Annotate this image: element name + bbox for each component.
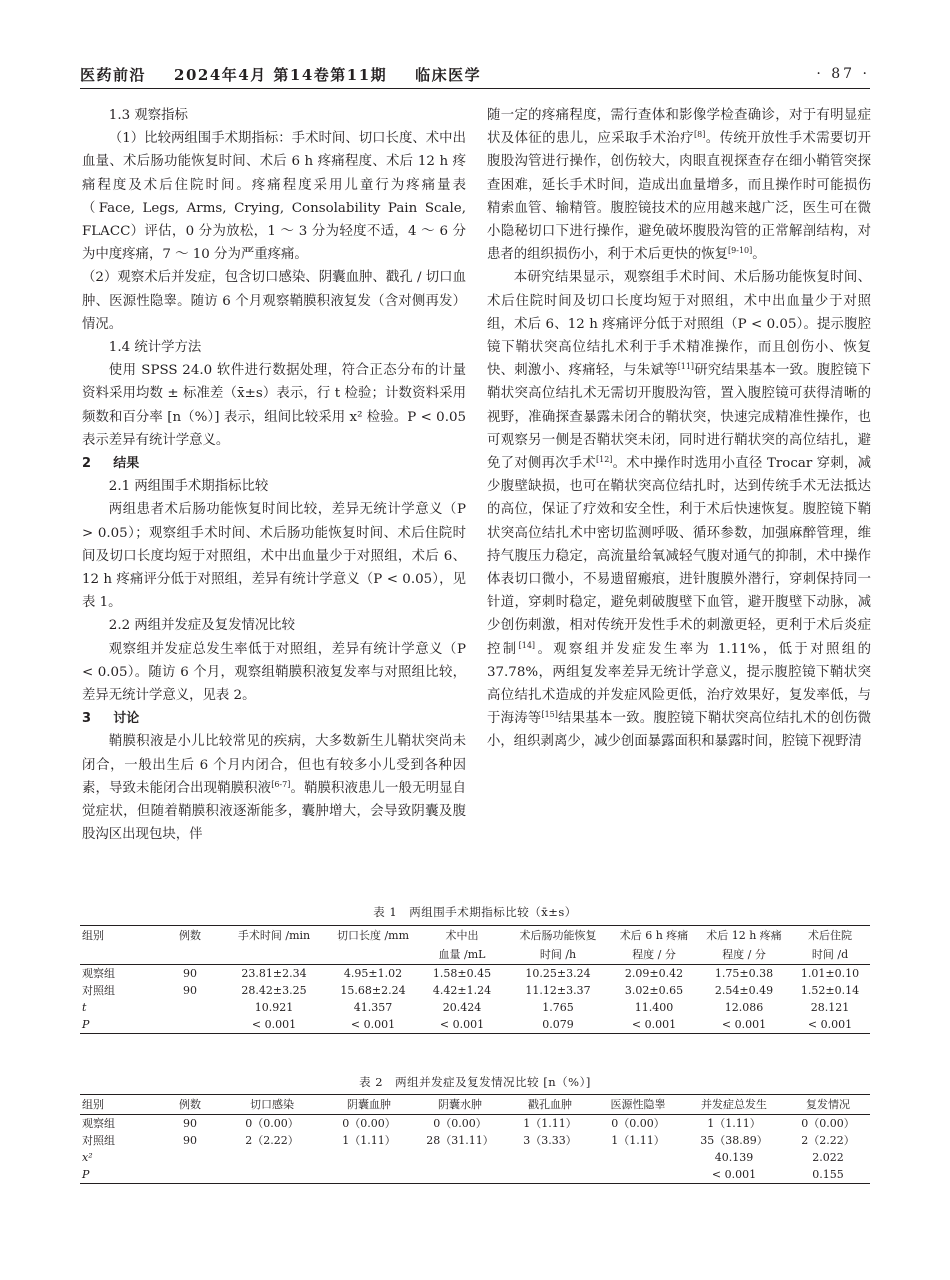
table-cell: 0（0.00） bbox=[342, 1117, 396, 1130]
table-cell: 1（1.11） bbox=[523, 1117, 577, 1130]
section-number: 3 bbox=[82, 711, 92, 727]
page-header bbox=[80, 60, 870, 88]
table-cell: 4.95±1.02 bbox=[343, 967, 403, 980]
journal-name: 医药前沿 bbox=[80, 65, 147, 84]
heading-text: 2.1 两组围手术期指标比较 bbox=[108, 479, 269, 495]
table-cell bbox=[414, 1166, 506, 1184]
column-header: 时间 /h bbox=[506, 945, 610, 965]
column-header: 程度 / 分 bbox=[610, 945, 698, 965]
table-cell: < 0.001 bbox=[698, 1016, 790, 1034]
table-cell: 11.400 bbox=[634, 1001, 674, 1014]
table-cell: 1（1.11） bbox=[611, 1134, 665, 1147]
column-header: 术后 12 h 疼痛 bbox=[698, 926, 790, 946]
table-cell bbox=[506, 1166, 594, 1184]
table-cell: < 0.001 bbox=[220, 1016, 328, 1034]
table-cell bbox=[506, 1149, 594, 1166]
citation-ref: [8] bbox=[694, 130, 706, 140]
column-header: 阴囊水肿 bbox=[414, 1095, 506, 1115]
section-heading bbox=[82, 707, 466, 730]
issue-info: 2024年4月 第14卷第11期 bbox=[174, 65, 388, 84]
paragraph bbox=[82, 266, 466, 336]
paragraph bbox=[82, 638, 466, 708]
table-cell: < 0.001 bbox=[418, 1016, 506, 1034]
table-cell: < 0.001 bbox=[790, 1016, 870, 1034]
table-cell: 28（31.11） bbox=[426, 1134, 494, 1147]
table-cell: 20.424 bbox=[442, 1001, 482, 1014]
table-cell: 1.58±0.45 bbox=[432, 967, 492, 980]
table-cell bbox=[324, 1166, 414, 1184]
table-cell: 3.02±0.65 bbox=[624, 984, 684, 997]
paragraph-text: 。鞘膜积液患儿一般无明显自觉症状，但随着鞘膜积液逐渐能多，囊肿增大，会导致阴囊及腹股沟区出现包块，伴 bbox=[82, 780, 467, 843]
table-cell bbox=[160, 999, 220, 1016]
heading-text: 2.2 两组并发症及复发情况比较 bbox=[108, 618, 296, 634]
paragraph-text: 。术中操作时选用小直径 Trocar 穿刺，减少腹壁缺损，也可在鞘状突高位结扎时，达到传统手术无法抵达的高位，保证了疗效和安全性，利于术后快速恢复。腹腔镜下鞘状突高位结扎术中密切监测呼吸、循环参数，加强麻醉管理，维持气腹压力稳定，高流量给氧减轻气腹对通气的抑制，术中操作体表切口微小，不易遗留瘢痕，进针腹膜外潜行，穿刺保持同一针道，穿刺时稳定，避免刺破腹壁下血管，避开腹壁下动脉，减少创伤刺激，相对传统开发性手术的刺激更轻，更利于术后炎症控制 bbox=[487, 456, 871, 657]
table-cell: 1.52±0.14 bbox=[800, 984, 860, 997]
paragraph bbox=[82, 498, 466, 614]
table-cell: 90 bbox=[183, 967, 197, 980]
table-cell: < 0.001 bbox=[328, 1016, 418, 1034]
table-cell bbox=[220, 1149, 324, 1166]
paragraph-text: （2）观察术后并发症，包含切口感染、阴囊血肿、戳孔 / 切口血肿、医源性隐睾。随访 6 个月观察鞘膜积液复发（含对侧再发）情况。 bbox=[82, 270, 466, 332]
paragraph-text: （1）比较两组围手术期指标：手术时间、切口长度、术中出血量、术后肠功能恢复时间、术后 6 h 疼痛程度、术后 12 h 疼痛程度及术后住院时间。疼痛程度采用儿童行为疼痛量表（Face, Legs, Arms, Crying, Consolability Pain Scale, FLACC）评估，0 分为放松，1 ～ 3 分为轻度不适，4 ～ 6 分为中度疼痛，7 ～ 10 分为严重疼痛。 bbox=[82, 131, 466, 263]
citation-ref: [15] bbox=[541, 710, 558, 720]
paragraph bbox=[82, 127, 466, 266]
table-cell: 28.121 bbox=[810, 1001, 850, 1014]
table-row bbox=[80, 1115, 870, 1133]
column-header: 组别 bbox=[80, 1095, 160, 1115]
table-cell: 0.079 bbox=[506, 1016, 610, 1034]
paragraph-text: 两组患者术后肠功能恢复时间比较，差异无统计学意义（P > 0.05）；观察组手术时间、术后肠功能恢复时间、术后住院时间及切口长度均短于对照组，术中出血量少于对照组，术后 6、12 h 疼痛评分低于对照组，差异有统计学意义（P < 0.05），见表 1。 bbox=[82, 502, 466, 611]
table-cell: 15.68±2.24 bbox=[340, 984, 406, 997]
citation-ref: [12] bbox=[595, 455, 613, 465]
table-cell: 0（0.00） bbox=[611, 1117, 665, 1130]
table-cell: 12.086 bbox=[724, 1001, 764, 1014]
table-cell: 0（0.00） bbox=[245, 1117, 299, 1130]
right-column bbox=[487, 104, 871, 754]
paragraph-text: 观察组并发症总发生率低于对照组，差异有统计学意义（P < 0.05）。随访 6 个月，观察组鞘膜积液复发率与对照组比较，差异无统计学意义，见表 2。 bbox=[82, 641, 466, 704]
table-cell bbox=[220, 1166, 324, 1184]
table-cell: 90 bbox=[183, 984, 197, 997]
subsection-heading bbox=[82, 614, 466, 637]
table-cell: 35（38.89） bbox=[700, 1134, 768, 1147]
table-cell: 1.75±0.38 bbox=[714, 967, 774, 980]
table-cell bbox=[160, 1149, 220, 1166]
page-number: · 87 · bbox=[816, 66, 870, 82]
heading-text: 结果 bbox=[113, 456, 140, 472]
paragraph bbox=[82, 359, 466, 452]
column-header: 术中出 bbox=[418, 926, 506, 946]
table-cell: 4.42±1.24 bbox=[432, 984, 492, 997]
column-header bbox=[220, 945, 328, 965]
paragraph-text: 本研究结果显示，观察组手术时间、术后肠功能恢复时间、术后住院时间及切口长度均短于对照组，术中出血量少于对照组，术后 6、12 h 疼痛评分低于对照组（P < 0.05）。提示腹腔镜下鞘状突高位结扎术利于手术精准操作，而且创伤小、恢复快、刺激小、疼痛轻，与朱斌等 bbox=[487, 270, 871, 379]
paragraph-text: 。观察组并发症发生率为 1.11%，低于对照组的 37.78%，两组复发率差异无统计学意义，提示腹腔镜下鞘状突高位结扎术造成的并发症风险更低，治疗效果好，复发率低，与于海涛等 bbox=[487, 641, 872, 727]
table-cell: 3（3.33） bbox=[523, 1134, 577, 1147]
citation-ref: [6-7] bbox=[271, 779, 291, 789]
table-cell: 0.155 bbox=[786, 1166, 870, 1184]
table1-title: 表 1 两组围手术期指标比较（x̄±s） bbox=[373, 905, 577, 919]
column-header: 复发情况 bbox=[786, 1095, 870, 1115]
table-cell bbox=[414, 1149, 506, 1166]
paragraph bbox=[487, 104, 871, 266]
table-cell bbox=[594, 1149, 682, 1166]
column-header: 程度 / 分 bbox=[698, 945, 790, 965]
section-name: 临床医学 bbox=[415, 65, 482, 84]
table-cell: 0（0.00） bbox=[433, 1117, 487, 1130]
table-cell: 10.921 bbox=[254, 1001, 294, 1014]
column-header bbox=[80, 945, 160, 965]
column-header: 医源性隐睾 bbox=[594, 1095, 682, 1115]
table2-title: 表 2 两组并发症及复发情况比较 [n（%）] bbox=[359, 1075, 591, 1089]
citation-ref: [9-10] bbox=[728, 246, 753, 256]
table-row bbox=[80, 1132, 870, 1149]
paragraph-text: 使用 SPSS 24.0 软件进行数据处理，符合正态分布的计量资料采用均数 ± 标准差（x̄±s）表示，行 t 检验；计数资料采用频数和百分率 [n（%）] 表示，组间比较采用 x² 检验。P < 0.05 表示差异有统计学意义。 bbox=[82, 363, 466, 448]
table-row bbox=[80, 965, 870, 983]
table-cell: 1（1.11） bbox=[342, 1134, 396, 1147]
table-row bbox=[80, 1149, 870, 1166]
table-cell: 2（2.22） bbox=[245, 1134, 299, 1147]
column-header: 例数 bbox=[160, 926, 220, 946]
table-cell: 28.42±3.25 bbox=[241, 984, 307, 997]
table-cell: 2（2.22） bbox=[801, 1134, 855, 1147]
paragraph bbox=[82, 730, 466, 846]
section-heading bbox=[82, 452, 466, 475]
column-header: 时间 /d bbox=[790, 945, 870, 965]
table-cell bbox=[594, 1166, 682, 1184]
table-cell: 0（0.00） bbox=[801, 1117, 855, 1130]
subsection-heading bbox=[82, 104, 466, 127]
paragraph-text: 随一定的疼痛程度，需行查体和影像学检查确诊，对于有明显症状及体征的患儿，应采取手术治疗 bbox=[487, 108, 871, 147]
table-cell: x² bbox=[82, 1151, 93, 1164]
citation-ref: [11] bbox=[677, 362, 695, 372]
paragraph-text: 结果基本一致。腹腔镜下鞘状突高位结扎术的创伤微小，组织剥离少，减少创面暴露面积和暴露时间，腔镜下视野清 bbox=[487, 711, 872, 750]
table-cell: 1.01±0.10 bbox=[800, 967, 860, 980]
subsection-heading bbox=[82, 475, 466, 498]
table-cell: 40.139 bbox=[714, 1151, 754, 1164]
paragraph-text: 。传统开放性手术需要切开腹股沟管进行操作，创伤较大，肉眼直视探查存在细小鞘管突探查困难，延长手术时间，造成出血量增多，而且操作时可能损伤精索血管、输精管。腹腔镜技术的应用越来越广泛，医生可在微小隐秘切口下进行操作，避免破坏腹股沟管的正常解剖结构，对患者的组织损伤小，利于术后更快的恢复 bbox=[487, 131, 871, 263]
column-header: 术后 6 h 疼痛 bbox=[610, 926, 698, 946]
column-header bbox=[328, 945, 418, 965]
table-cell: 对照组 bbox=[82, 1134, 115, 1147]
paragraph-text: 鞘膜积液是小儿比较常见的疾病，大多数新生儿鞘状突尚未闭合，一般出生后 6 个月内闭合，但也有较多小儿受到各种因素，导致未能闭合出现鞘膜积液 bbox=[82, 734, 466, 796]
table-row bbox=[80, 982, 870, 999]
table-cell: 10.25±3.24 bbox=[525, 967, 591, 980]
paragraph-text: 研究结果基本一致。腹腔镜下鞘状突高位结扎术无需切开腹股沟管，置入腹腔镜可获得清晰的视野，准确探查暴露未闭合的鞘状突，快速完成精准性操作，也可观察另一侧是否鞘状突未闭，同时进行鞘状突的高位结扎，避免了对侧再次手术 bbox=[487, 363, 872, 472]
table-cell: < 0.001 bbox=[610, 1016, 698, 1034]
table-cell: 23.81±2.34 bbox=[241, 967, 307, 980]
column-header: 戳孔血肿 bbox=[506, 1095, 594, 1115]
table-row bbox=[80, 1166, 870, 1184]
column-header: 并发症总发生 bbox=[682, 1095, 786, 1115]
table-cell: 对照组 bbox=[82, 984, 115, 997]
table-cell: 90 bbox=[183, 1134, 197, 1147]
table-cell bbox=[324, 1149, 414, 1166]
table-cell: 90 bbox=[183, 1117, 197, 1130]
column-header bbox=[160, 945, 220, 965]
column-header: 切口感染 bbox=[220, 1095, 324, 1115]
table-cell: 2.09±0.42 bbox=[624, 967, 684, 980]
table-cell: 2.54±0.49 bbox=[714, 984, 774, 997]
column-header: 阴囊血肿 bbox=[324, 1095, 414, 1115]
heading-text: 讨论 bbox=[113, 711, 140, 727]
table-cell bbox=[160, 1166, 220, 1184]
column-header: 组别 bbox=[80, 926, 160, 946]
table2 bbox=[80, 1094, 870, 1184]
heading-text: 1.3 观察指标 bbox=[108, 108, 188, 123]
table-cell: < 0.001 bbox=[682, 1166, 786, 1184]
subsection-heading bbox=[82, 336, 466, 359]
table1 bbox=[80, 925, 870, 1034]
table-cell: 11.12±3.37 bbox=[525, 984, 591, 997]
table-cell: 观察组 bbox=[82, 967, 115, 980]
table-cell: 1.765 bbox=[542, 1001, 574, 1014]
table-cell bbox=[160, 1016, 220, 1034]
table-cell: P bbox=[80, 1166, 160, 1184]
table-row bbox=[80, 999, 870, 1016]
table-row bbox=[80, 1016, 870, 1034]
table-cell: 观察组 bbox=[82, 1117, 115, 1130]
table-cell: 41.357 bbox=[353, 1001, 393, 1014]
paragraph bbox=[487, 266, 871, 753]
table-cell: P bbox=[80, 1016, 160, 1034]
column-header: 切口长度 /mm bbox=[328, 926, 418, 946]
section-number: 2 bbox=[82, 456, 92, 472]
header-rule bbox=[80, 88, 870, 89]
citation-ref: [14] bbox=[518, 640, 536, 650]
heading-text: 1.4 统计学方法 bbox=[108, 340, 202, 356]
column-header: 术后住院 bbox=[790, 926, 870, 946]
column-header: 术后肠功能恢复 bbox=[506, 926, 610, 946]
table-cell: 2.022 bbox=[812, 1151, 844, 1164]
column-header: 血量 /mL bbox=[418, 945, 506, 965]
header-left bbox=[80, 64, 481, 85]
paragraph-text: 。 bbox=[752, 247, 766, 263]
column-header: 例数 bbox=[160, 1095, 220, 1115]
column-header: 手术时间 /min bbox=[220, 926, 328, 946]
table-cell: 1（1.11） bbox=[707, 1117, 761, 1130]
table-cell: t bbox=[82, 1001, 87, 1014]
left-column bbox=[82, 104, 466, 847]
